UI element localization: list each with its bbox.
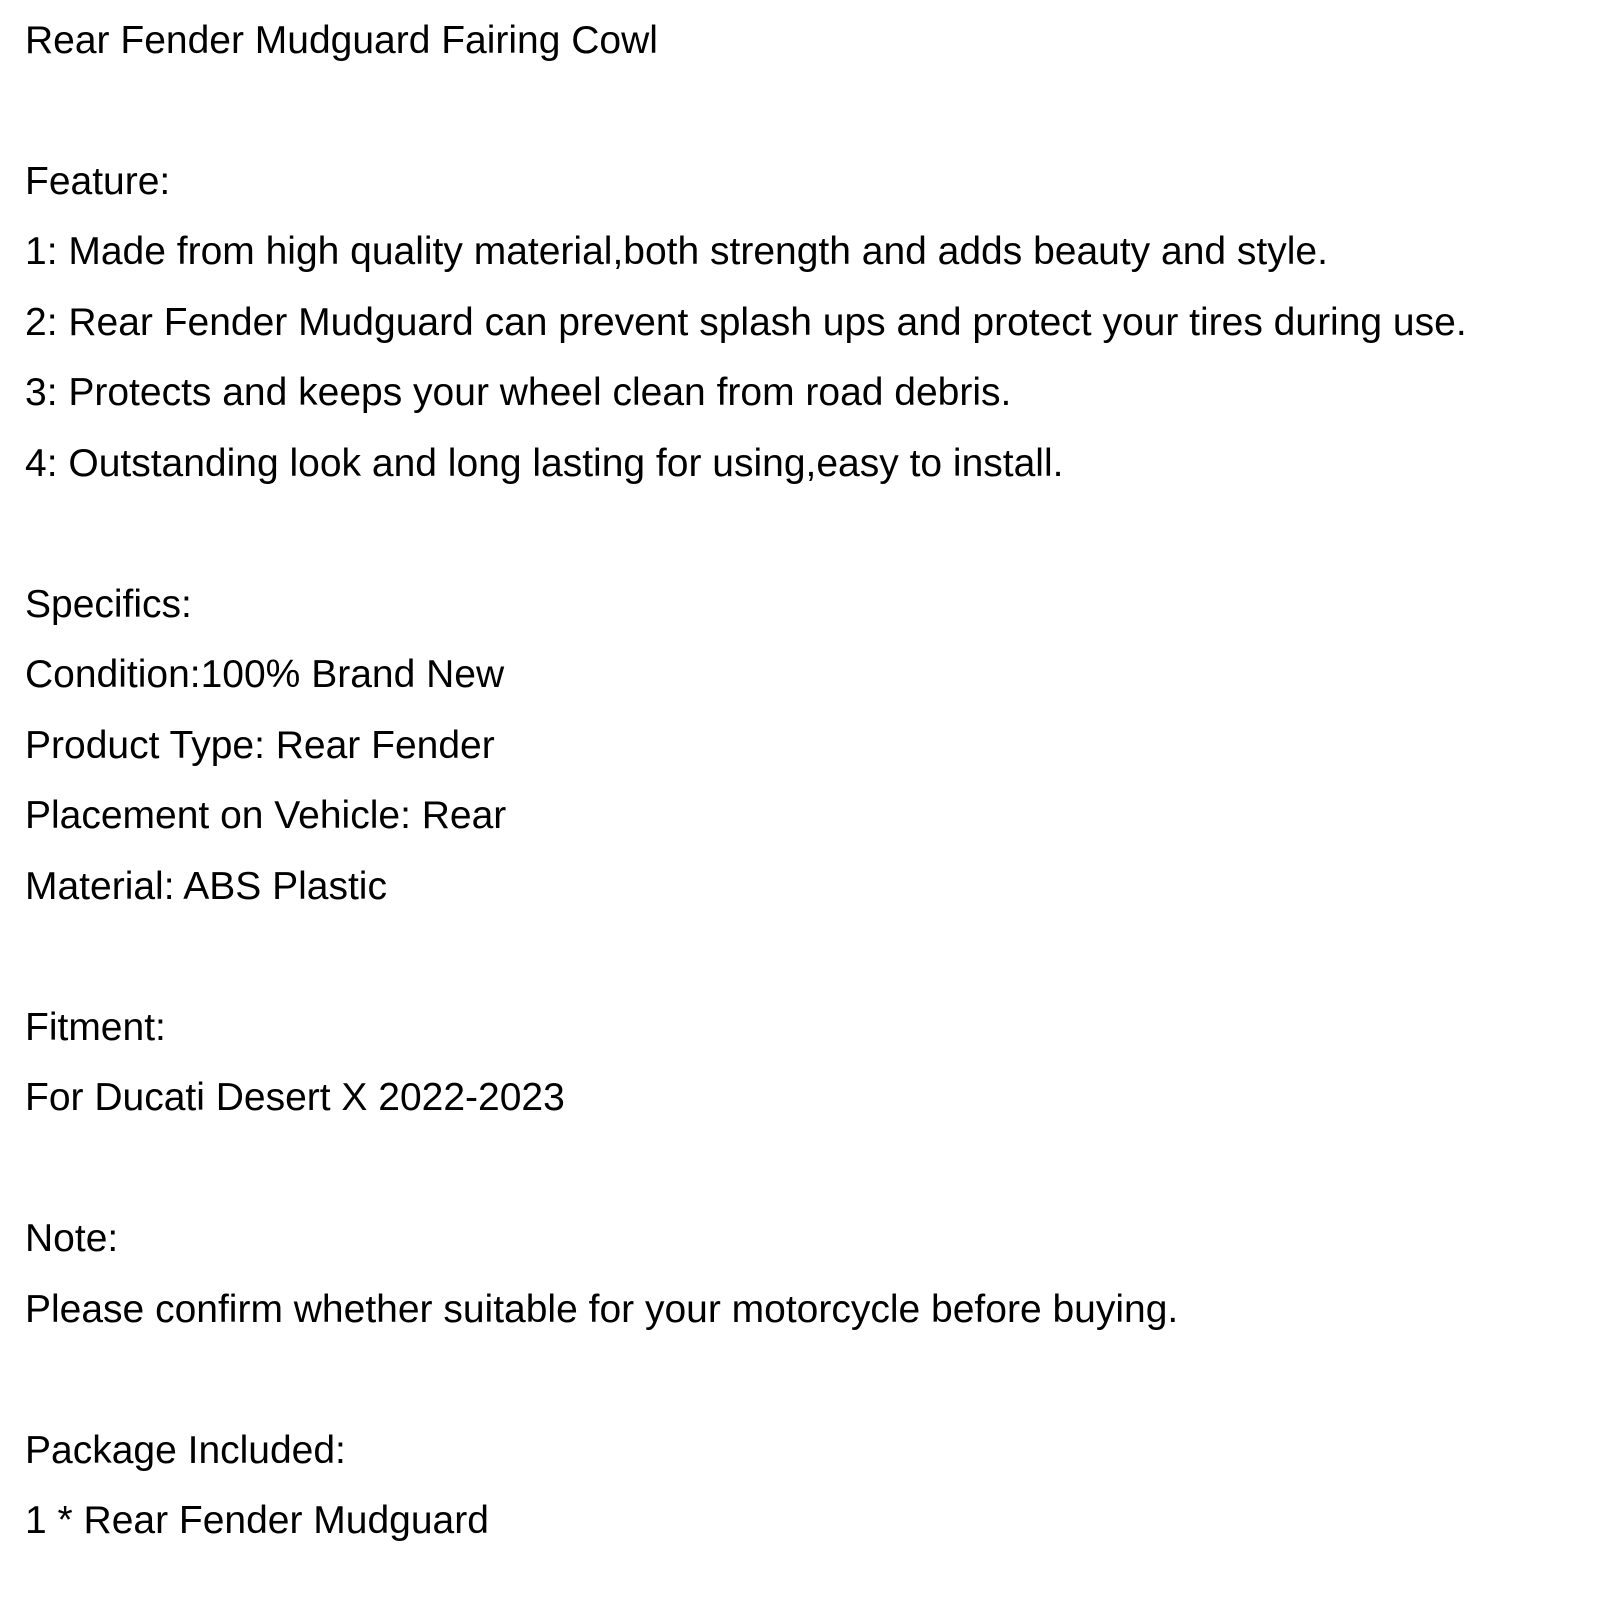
specifics-item: Condition:100% Brand New <box>25 653 505 696</box>
specifics-heading: Specifics: <box>25 583 192 626</box>
note-item: Please confirm whether suitable for your motorcycle before buying. <box>25 1288 1179 1331</box>
fitment-item: For Ducati Desert X 2022-2023 <box>25 1076 565 1119</box>
feature-item: 1: Made from high quality material,both strength and adds beauty and style. <box>25 230 1328 273</box>
feature-item: 2: Rear Fender Mudguard can prevent splash ups and protect your tires during use. <box>25 301 1467 344</box>
feature-item: 3: Protects and keeps your wheel clean from road debris. <box>25 371 1012 414</box>
note-heading: Note: <box>25 1217 119 1260</box>
fitment-heading: Fitment: <box>25 1006 166 1049</box>
package-item: 1 * Rear Fender Mudguard <box>25 1499 489 1542</box>
product-title: Rear Fender Mudguard Fairing Cowl <box>25 19 658 62</box>
specifics-item: Material: ABS Plastic <box>25 865 387 908</box>
specifics-item: Product Type: Rear Fender <box>25 724 495 767</box>
feature-item: 4: Outstanding look and long lasting for using,easy to install. <box>25 442 1064 485</box>
package-heading: Package Included: <box>25 1429 346 1472</box>
specifics-item: Placement on Vehicle: Rear <box>25 794 507 837</box>
feature-heading: Feature: <box>25 160 171 203</box>
